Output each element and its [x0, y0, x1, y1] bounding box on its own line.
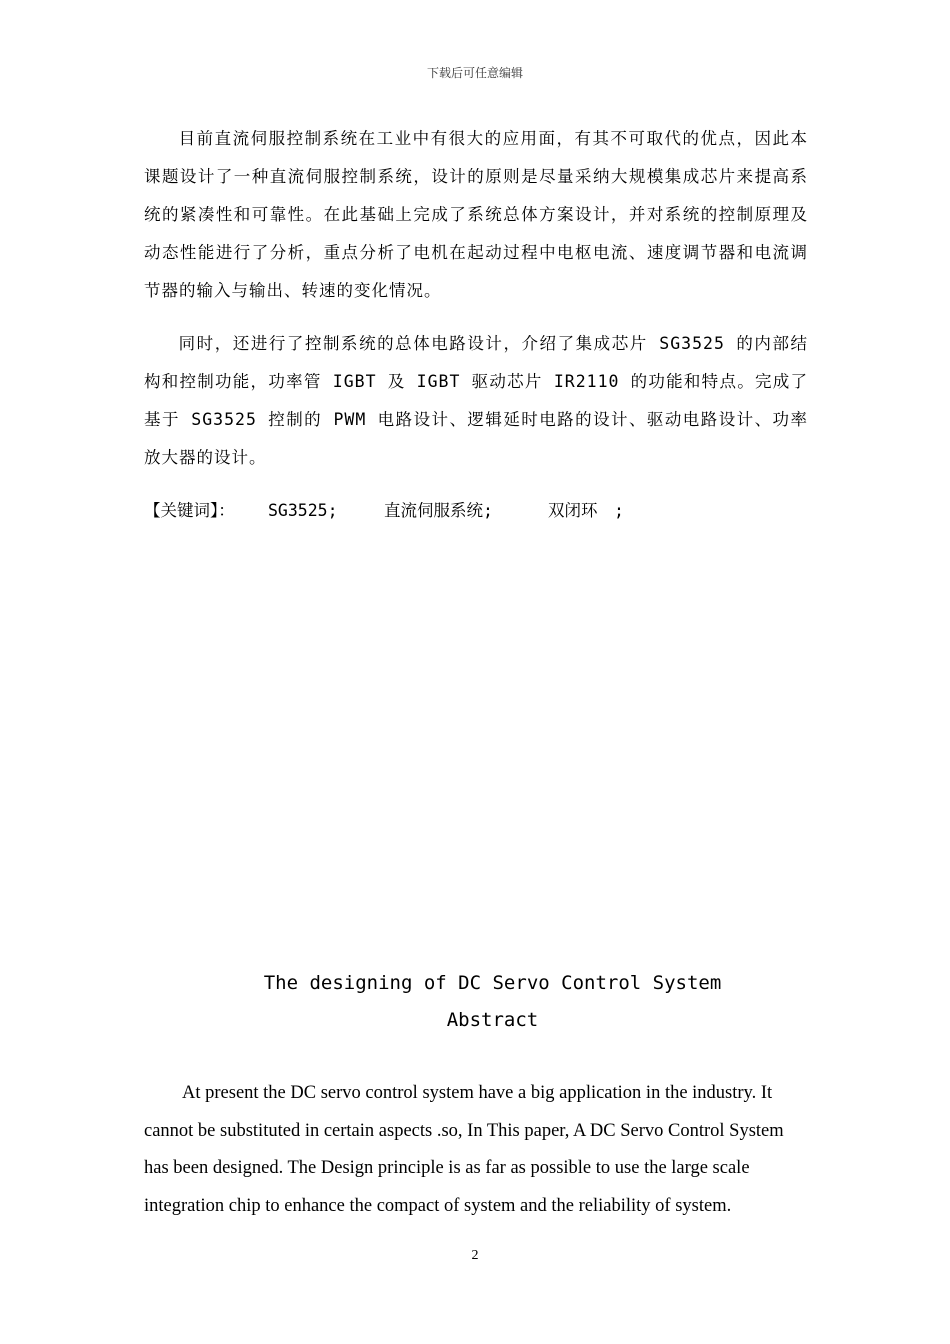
chinese-abstract-paragraph: 目前直流伺服控制系统在工业中有很大的应用面，有其不可取代的优点，因此本课题设计了一种直流伺服控制系统，设计的原则是尽量采纳大规模集成芯片来提高系统的紧凑性和可靠性。在此基础上完成了系统总体方案设计，并对系统的控制原理及动态性能进行了分析，重点分析了电机在起动过程中电枢电流、速度调节器和电流调节器的输入与输出、转速的变化情况。	[144, 129, 808, 300]
chinese-abstract-paragraph: 同时，还进行了控制系统的总体电路设计，介绍了集成芯片 SG3525 的内部结构和控制功能，功率管 IGBT 及 IGBT 驱动芯片 IR2110 的功能和特点。完成了基于 SG3525 控制的 PWM 电路设计、逻辑延时电路的设计、驱动电路设计、功率放大器的设计。	[144, 334, 808, 467]
page-number: 2	[471, 1248, 479, 1263]
english-title: The designing of DC Servo Control System	[263, 972, 722, 994]
keywords-label: 【关键词】：	[144, 501, 235, 520]
english-abstract-paragraph: At present the DC servo control system have a big application in the industry. It cannot be substituted in certain aspects .so, In This paper, A DC Servo Control System has been designed. The Design principle is as far as possible to use the large scale integration chip to enhance the compact of system and the reliability of system.	[144, 1083, 784, 1216]
keyword-item: SG3525;	[268, 501, 338, 520]
keyword-item: 直流伺服系统;	[384, 501, 493, 520]
page-header: 下载后可任意编辑	[426, 66, 523, 80]
chinese-abstract-paragraph-1-block	[144, 120, 808, 310]
abstract-heading: Abstract	[446, 1009, 539, 1031]
keyword-item: 双闭环 ;	[548, 501, 624, 520]
keywords-line	[144, 492, 808, 530]
chinese-abstract-paragraph-2-block	[144, 325, 808, 477]
